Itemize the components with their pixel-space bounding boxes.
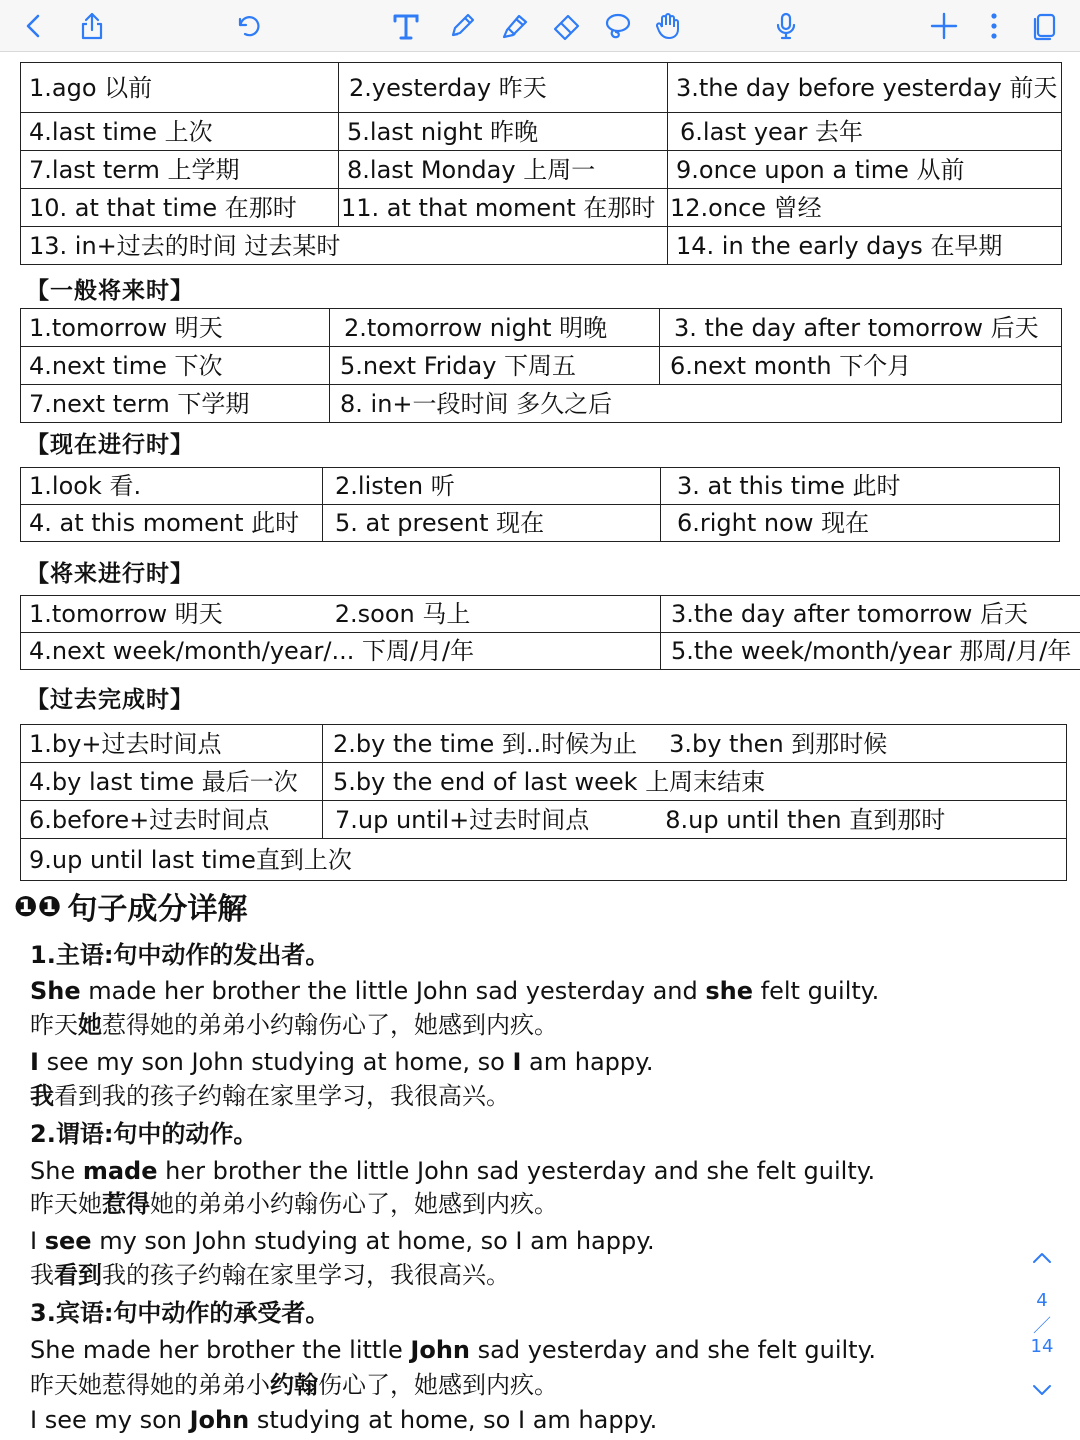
text: made her brother the little John sad yesterday and bbox=[80, 977, 706, 1005]
section-number: ❶❶ bbox=[14, 889, 62, 923]
table-row bbox=[21, 309, 1062, 347]
emphasis: see bbox=[44, 1227, 92, 1255]
section-title-text: 句子成分详解 bbox=[67, 892, 248, 927]
cell-text: 1.tomorrow 明天 bbox=[29, 600, 223, 628]
microphone-icon[interactable] bbox=[764, 4, 808, 48]
emphasis: 看到 bbox=[54, 1261, 102, 1289]
undo-icon[interactable] bbox=[226, 4, 270, 48]
text: 昨天 bbox=[30, 1011, 78, 1039]
text: studying at home, so I am happy. bbox=[249, 1406, 658, 1434]
table-row bbox=[21, 633, 1080, 670]
table-cell: 3.the day after tomorrow 后天 bbox=[661, 596, 1080, 633]
text: am happy. bbox=[521, 1048, 654, 1076]
plus-icon[interactable] bbox=[922, 4, 966, 48]
past-time-table bbox=[20, 62, 1062, 265]
subheading-object: 3.宾语:句中动作的承受者。 bbox=[30, 1299, 330, 1327]
text: She made her brother the little bbox=[30, 1336, 411, 1364]
table-row bbox=[21, 63, 1062, 113]
future-tense-table bbox=[20, 308, 1062, 423]
highlighter-icon[interactable] bbox=[492, 4, 536, 48]
section-heading: 【一般将来时】 bbox=[26, 278, 194, 304]
share-icon[interactable] bbox=[70, 4, 114, 48]
table-row bbox=[21, 839, 1067, 881]
table-cell: 4. at this moment 此时 bbox=[21, 505, 323, 542]
table-cell: 3.the day before yesterday 前天 bbox=[668, 63, 1062, 113]
text: 昨天她 bbox=[30, 1190, 102, 1218]
table-row bbox=[21, 113, 1062, 151]
table-row bbox=[21, 801, 1067, 839]
example-translation bbox=[30, 1081, 510, 1111]
emphasis: made bbox=[82, 1157, 158, 1185]
table-cell: 14. in the early days 在早期 bbox=[668, 227, 1062, 265]
text: sad yesterday and she felt guilty. bbox=[470, 1336, 876, 1364]
example-translation bbox=[30, 1260, 510, 1290]
table-cell: 1.tomorrow 明天 bbox=[21, 309, 330, 347]
pen-icon[interactable] bbox=[440, 4, 484, 48]
table-cell: 4.last time 上次 bbox=[21, 113, 339, 151]
page-separator: ／ bbox=[1033, 1316, 1051, 1337]
section-heading: 【将来进行时】 bbox=[26, 561, 194, 587]
subheading-subject: 1.主语:句中动作的发出者。 bbox=[30, 941, 330, 969]
table-cell: 8. in+一段时间 多久之后 bbox=[330, 385, 1062, 423]
table-row bbox=[21, 763, 1067, 801]
future-continuous-table bbox=[20, 595, 1080, 670]
text: see my son John studying at home, so bbox=[38, 1048, 513, 1076]
emphasis: 惹得 bbox=[102, 1190, 150, 1218]
subheading-predicate: 2.谓语:句中的动作。 bbox=[30, 1120, 258, 1148]
table-cell: 9.up until last time直到上次 bbox=[21, 839, 1067, 881]
chevron-down-icon[interactable] bbox=[1022, 1375, 1062, 1405]
example-sentence bbox=[30, 1226, 655, 1256]
table-row bbox=[21, 505, 1060, 542]
example-sentence bbox=[30, 976, 879, 1006]
cell-text: 3.by then 到那时候 bbox=[669, 729, 888, 758]
emphasis: I bbox=[30, 1048, 39, 1076]
text: felt guilty. bbox=[753, 977, 880, 1005]
text-tool-icon[interactable] bbox=[384, 4, 428, 48]
table-cell: 5.next Friday 下周五 bbox=[330, 347, 660, 385]
table-row bbox=[21, 151, 1062, 189]
cell-text: 7.up until+过去时间点 bbox=[335, 805, 590, 834]
chevron-up-icon[interactable] bbox=[1022, 1243, 1062, 1273]
text: 她的弟弟小约翰伤心了，她感到内疚。 bbox=[150, 1190, 558, 1218]
toolbar bbox=[0, 0, 1080, 52]
table-cell: 9.once upon a time 从前 bbox=[668, 151, 1062, 189]
text: 昨天她惹得她的弟弟小 bbox=[30, 1371, 270, 1399]
table-cell: 12.once 曾经 bbox=[668, 189, 1062, 227]
table-row bbox=[21, 347, 1062, 385]
table-cell: 6.before+过去时间点 bbox=[21, 801, 323, 839]
emphasis: she bbox=[705, 977, 754, 1005]
text: 看到我的孩子约翰在家里学习，我很高兴。 bbox=[54, 1082, 510, 1110]
text: 伤心了，她感到内疚。 bbox=[318, 1371, 558, 1399]
table-cell: 5.last night 昨晚 bbox=[339, 113, 668, 151]
table-cell: 4.next time 下次 bbox=[21, 347, 330, 385]
emphasis: I bbox=[512, 1048, 522, 1076]
text: 我的孩子约翰在家里学习，我很高兴。 bbox=[102, 1261, 510, 1289]
eraser-icon[interactable] bbox=[544, 4, 588, 48]
table-cell: 1.by+过去时间点 bbox=[21, 725, 323, 763]
table-cell: 4.by last time 最后一次 bbox=[21, 763, 323, 801]
text: my son John studying at home, so I am happy. bbox=[91, 1227, 655, 1255]
table-cell: 6.last year 去年 bbox=[668, 113, 1062, 151]
page-current: 4 bbox=[1036, 1290, 1048, 1311]
table-cell: 13. in+过去的时间 过去某时 bbox=[21, 227, 668, 265]
emphasis: 她 bbox=[78, 1011, 102, 1039]
hand-icon[interactable] bbox=[646, 4, 690, 48]
lasso-icon[interactable] bbox=[596, 4, 640, 48]
table-row bbox=[21, 725, 1067, 763]
text: I bbox=[30, 1227, 45, 1255]
example-sentence bbox=[30, 1405, 657, 1435]
table-row bbox=[21, 189, 1062, 227]
table-cell: 5.by the end of last week 上周末结束 bbox=[323, 763, 1067, 801]
table-cell: 5.the week/month/year 那周/月/年 bbox=[661, 633, 1080, 670]
table-cell: 10. at that time 在那时 bbox=[21, 189, 339, 227]
table-row bbox=[21, 468, 1060, 505]
cell-text: 2.soon 马上 bbox=[334, 600, 471, 628]
table-cell: 8.last Monday 上周一 bbox=[339, 151, 668, 189]
emphasis: She bbox=[30, 977, 81, 1005]
example-sentence bbox=[30, 1156, 875, 1186]
example-sentence bbox=[30, 1335, 876, 1365]
table-cell bbox=[323, 801, 1067, 839]
table-cell: 1.ago 以前 bbox=[21, 63, 339, 113]
section-title bbox=[14, 884, 247, 928]
text: 惹得她的弟弟小约翰伤心了，她感到内疚。 bbox=[102, 1011, 558, 1039]
emphasis: 约翰 bbox=[270, 1371, 318, 1399]
table-cell: 1.look 看. bbox=[21, 468, 323, 505]
table-cell: 3. at this time 此时 bbox=[661, 468, 1060, 505]
table-row bbox=[21, 596, 1080, 633]
emphasis: John bbox=[410, 1336, 470, 1364]
table-cell bbox=[21, 596, 661, 633]
section-heading: 【现在进行时】 bbox=[26, 432, 194, 458]
table-cell: 7.next term 下学期 bbox=[21, 385, 330, 423]
table-cell: 4.next week/month/year/... 下周/月/年 bbox=[21, 633, 661, 670]
text: I see my son bbox=[30, 1406, 190, 1434]
cell-text: 2.by the time 到..时候为止 bbox=[333, 729, 638, 758]
present-continuous-table bbox=[20, 467, 1060, 542]
table-cell: 11. at that moment 在那时 bbox=[339, 189, 668, 227]
emphasis: 我 bbox=[30, 1082, 54, 1110]
table-row bbox=[21, 227, 1062, 265]
section-heading: 【过去完成时】 bbox=[26, 687, 194, 713]
pages-icon[interactable] bbox=[1022, 4, 1066, 48]
text: She bbox=[30, 1157, 83, 1185]
cell-text: 8.up until then 直到那时 bbox=[665, 805, 946, 834]
example-translation bbox=[30, 1370, 558, 1400]
table-cell: 6.next month 下个月 bbox=[660, 347, 1062, 385]
table-cell: 3. the day after tomorrow 后天 bbox=[660, 309, 1062, 347]
text: her brother the little John sad yesterday and she felt guilty. bbox=[157, 1157, 876, 1185]
table-cell: 7.last term 上学期 bbox=[21, 151, 339, 189]
more-icon[interactable] bbox=[972, 4, 1016, 48]
text: 我 bbox=[30, 1261, 54, 1289]
table-cell bbox=[323, 725, 1067, 763]
table-cell: 2.listen 听 bbox=[323, 468, 661, 505]
emphasis: John bbox=[189, 1406, 250, 1434]
table-cell: 6.right now 现在 bbox=[661, 505, 1060, 542]
table-cell: 5. at present 现在 bbox=[323, 505, 661, 542]
table-cell: 2.yesterday 昨天 bbox=[339, 63, 668, 113]
table-row bbox=[21, 385, 1062, 423]
chevron-left-icon[interactable] bbox=[12, 4, 56, 48]
table-cell: 2.tomorrow night 明晚 bbox=[330, 309, 660, 347]
page-total: 14 bbox=[1030, 1336, 1054, 1357]
example-translation bbox=[30, 1010, 558, 1040]
example-sentence bbox=[30, 1047, 654, 1077]
past-perfect-table bbox=[20, 724, 1067, 881]
example-translation bbox=[30, 1189, 558, 1219]
